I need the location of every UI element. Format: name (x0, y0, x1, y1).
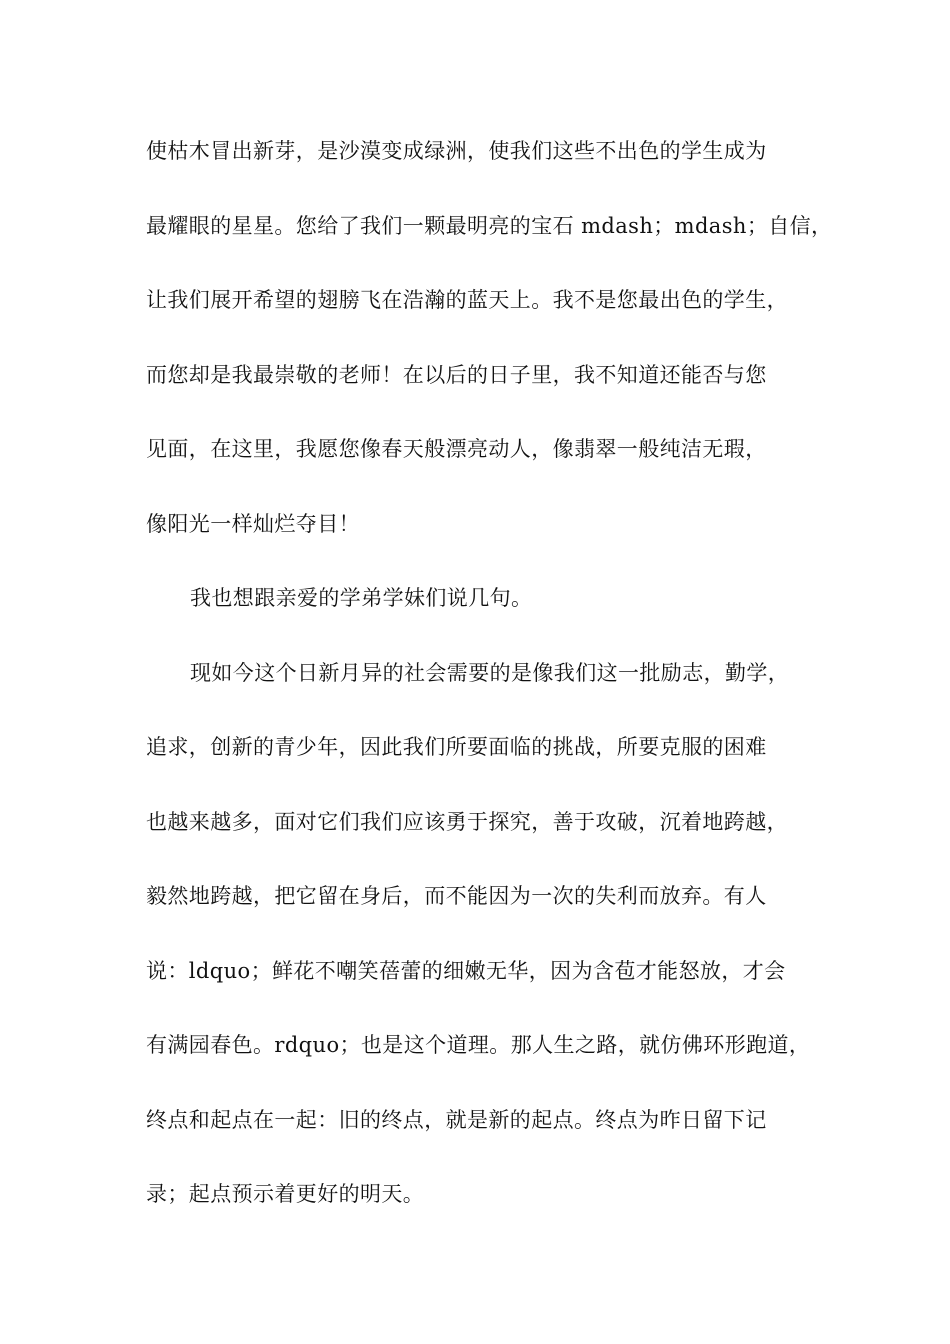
text-line: 使枯木冒出新芽，是沙漠变成绿洲，使我们这些不出色的学生成为 (146, 139, 767, 163)
text-line: 像阳光一样灿烂夺目！ (146, 511, 360, 536)
text-line: 毅然地跨越，把它留在身后，而不能因为一次的失利而放弃。有人 (146, 884, 767, 908)
text-line: 有满园春色。rdquo；也是这个道理。那人生之路，就仿佛环形跑道， (146, 1033, 811, 1057)
document-body (146, 131, 836, 1249)
text-line: 而您却是我最崇敬的老师！在以后的日子里，我不知道还能否与您 (146, 362, 767, 387)
text-line: 最耀眼的星星。您给了我们一颗最明亮的宝石 mdash；mdash；自信， (146, 213, 833, 238)
text-line: 录；起点预示着更好的明天。 (146, 1182, 425, 1206)
paragraph-first-line: 我也想跟亲爱的学弟学妹们说几句。 (190, 586, 533, 610)
paragraph-first-line: 现如今这个日新月异的社会需要的是像我们这一批励志，勤学， (190, 660, 790, 685)
text-line: 也越来越多，面对它们我们应该勇于探究，善于攻破，沉着地跨越， (146, 809, 788, 834)
text-line: 说：ldquo；鲜花不嘲笑蓓蕾的细嫩无华，因为含苞才能怒放，才会 (146, 958, 786, 983)
text-line: 追求，创新的青少年，因此我们所要面临的挑战，所要克服的困难 (146, 735, 767, 759)
text-line: 让我们展开希望的翅膀飞在浩瀚的蓝天上。我不是您最出色的学生， (146, 288, 788, 312)
text-line: 终点和起点在一起：旧的终点，就是新的起点。终点为昨日留下记 (146, 1107, 767, 1132)
text-line: 见面，在这里，我愿您像春天般漂亮动人，像翡翠一般纯洁无瑕， (146, 437, 767, 461)
